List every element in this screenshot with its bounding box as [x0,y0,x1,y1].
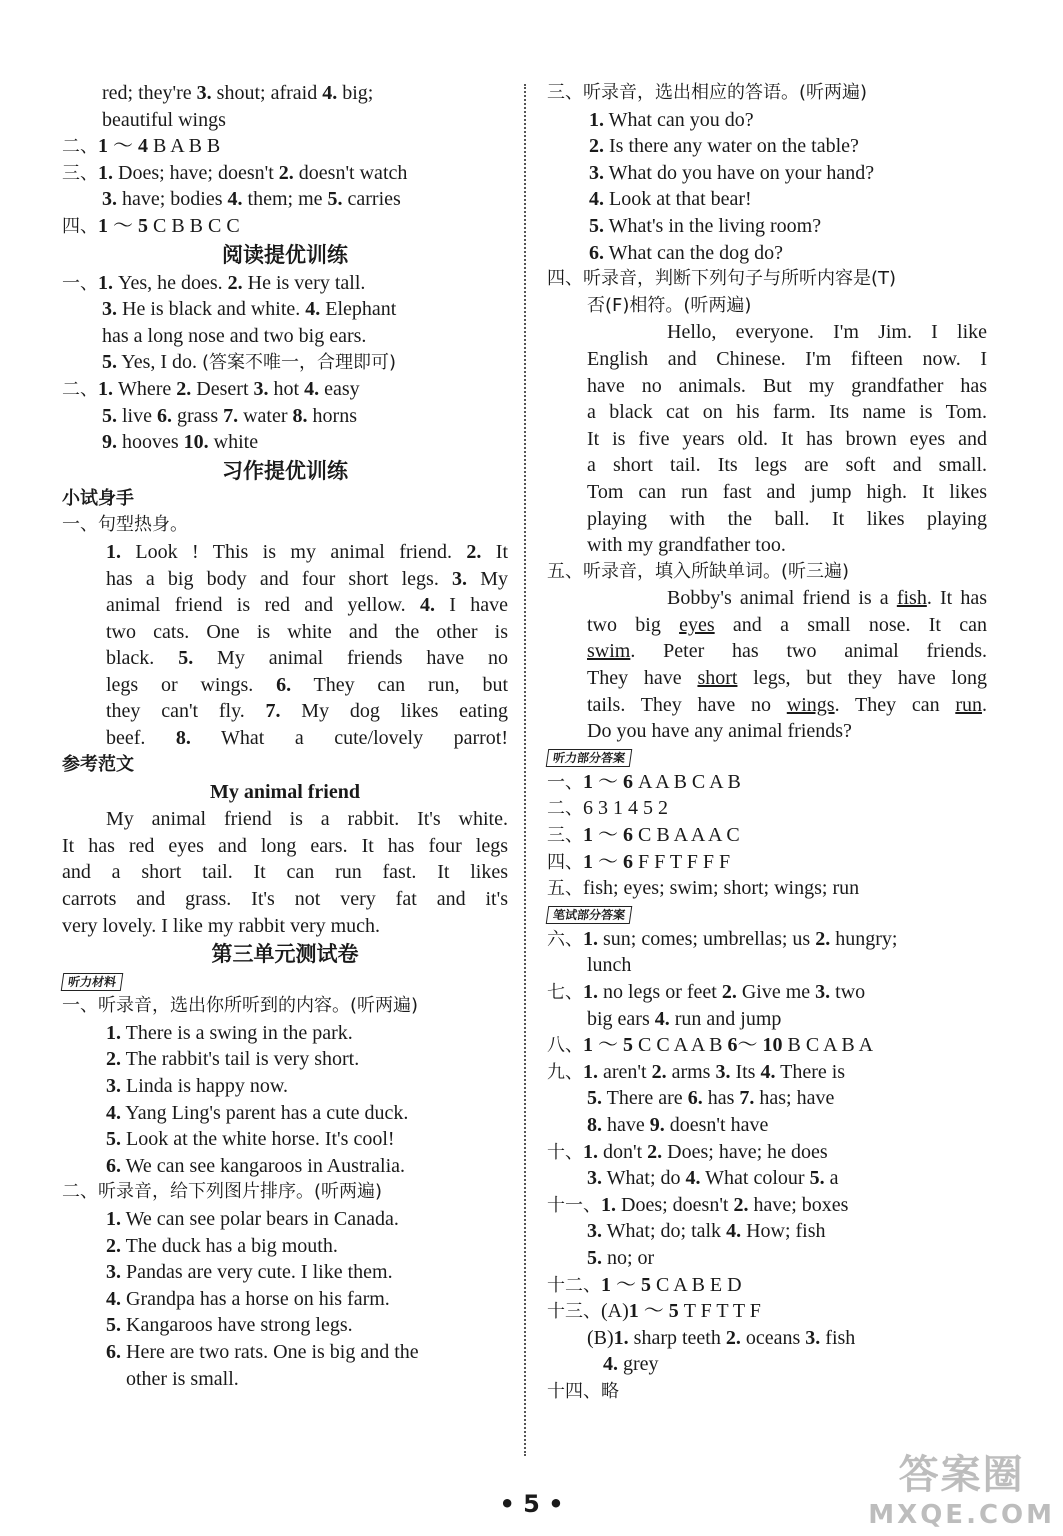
warmup-sentences [62,539,508,752]
written-answers-tag: 笔试部分答案 [546,906,633,924]
text-line: My animal friend is a rabbit. It's white. [106,808,508,831]
text-line: 2. The duck has a big mouth. [106,1234,338,1257]
text-line: 5. There are 6. has 7. has; have [587,1087,835,1110]
question-2-heading: 二、听录音，给下列图片排序。(听两遍) [62,1181,383,1203]
text-line: 6. Here are two rats. One is big and the [106,1340,419,1363]
written-answers [547,926,987,1405]
text-line: 1. There is a swing in the park. [106,1021,353,1044]
text-line: It is five years old. It has brown eyes and [587,427,987,450]
text-line: Hello, everyone. I'm Jim. I like [667,321,987,344]
text-line: legs or wings. 6. They can run, but [106,673,508,696]
listening-material-tag: 听力材料 [61,973,124,991]
unit-test-title: 第三单元测试卷 [211,942,359,967]
question-5-heading: 五、听录音，填入所缺单词。(听三遍) [547,560,850,582]
text-line: 十四、略 [547,1380,619,1402]
text-line: 八、1 ～ 5 C C A A B 6～ 10 B C A B A [547,1034,874,1057]
text-line: 四、1 ～ 6 F F T F F F [547,850,731,873]
text-line: 5. Yes, I do. (答案不唯一，合理即可) [102,351,397,374]
watermark-url: MXQE.COM [868,1500,1055,1530]
text-line: 三、1 ～ 6 C B A A A C [547,824,740,847]
text-line: playing with the ball. It likes playing [587,507,987,530]
page-number: • 5 • [499,1490,564,1518]
text-line: 十二、1 ～ 5 C A B E D [547,1273,742,1296]
text-line: (B)1. sharp teeth 2. oceans 3. fish [587,1326,856,1349]
text-line: 4. Grandpa has a horse on his farm. [106,1287,390,1310]
text-line: 6. What can the dog do? [589,241,784,264]
sample-essay [62,806,508,939]
text-line: and a short tail. It can run fast. It likes [62,861,508,884]
right-column [547,80,987,1405]
text-line: two big eyes and a small nose. It can [587,613,987,636]
reading-section-title: 阅读提优训练 [222,242,348,267]
question-1-items [62,1020,508,1180]
text-line: tails. They have no wings. They can run. [587,693,987,716]
watermark-logo [868,1443,1055,1530]
text-line: they can't fly. 7. My dog likes eating [106,700,508,723]
question-1-heading: 一、听录音，选出你所听到的内容。(听两遍) [62,995,419,1017]
text-line: 9. hooves 10. white [102,431,259,454]
text-line: Tom can run fast and jump high. It likes [587,480,987,503]
text-line: very lovely. I like my rabbit very much. [62,914,381,937]
text-line: 六、1. sun; comes; umbrellas; us 2. hungry; [547,927,898,950]
text-line: with my grandfather too. [587,534,786,557]
text-line: 五、fish; eyes; swim; short; wings; run [547,877,860,900]
text-line: other is small. [126,1367,239,1390]
text-line: 5. Look at the white horse. It's cool! [106,1128,395,1151]
text-line: 七、1. no legs or feet 2. Give me 3. two [547,981,866,1003]
text-line: 5. no; or [587,1246,655,1269]
reading-answers [62,270,508,456]
text-line: black. 5. My animal friends have no [106,647,509,670]
answers-previous-section [62,80,508,240]
warmup-subheading: 一、句型热身。 [62,514,188,536]
text-line: 一、1 ～ 6 A A B C A B [547,770,741,793]
text-line: English and Chinese. I'm fifteen now. I [587,347,987,370]
text-line: beautiful wings [102,108,226,131]
text-line: 5. What's in the living room? [589,214,822,237]
text-line: 十、1. don't 2. Does; have; he does [547,1140,828,1163]
text-line: 二、1. Where 2. Desert 3. hot 4. easy [62,377,360,400]
text-line: carrots and grass. It's not very fat and it's [62,888,508,911]
text-line: big ears 4. run and jump [587,1007,782,1030]
writing-section-title: 习作提优训练 [222,458,348,483]
text-line: 3. Linda is happy now. [106,1075,289,1097]
text-line: 3. What do you have on your hand? [589,161,875,184]
text-line: 3. What; do 4. What colour 5. a [587,1167,839,1190]
question-2-items [62,1206,508,1392]
text-line: 4. Yang Ling's parent has a cute duck. [106,1101,409,1124]
question-4-passage [547,319,987,558]
question-3-heading: 三、听录音，选出相应的答语。(听两遍) [547,82,868,103]
text-line: 四、1 ～ 5 C B B C C [62,214,240,237]
text-line: 3. What; do; talk 4. How; fish [587,1220,826,1243]
text-line: has a big body and four short legs. 3. My [106,567,508,590]
text-line: 十三、(A)1 ～ 5 T F T T F [547,1300,761,1323]
text-line: 二、1 ～ 4 B A B B [62,135,221,158]
question-4-heading-line1: 四、听录音，判断下列句子与所听内容是(T) [547,268,897,290]
text-line: a black cat on his farm. Its name is Tom. [587,401,987,424]
text-line: lunch [587,954,632,977]
listening-answers [547,769,987,902]
text-line: 4. grey [603,1353,659,1376]
text-line: 5. Kangaroos have strong legs. [106,1314,353,1337]
text-line: 2. The rabbit's tail is very short. [106,1048,360,1071]
text-line: 5. live 6. grass 7. water 8. horns [102,404,357,427]
text-line: 3. Pandas are very cute. I like them. [106,1261,393,1284]
essay-title: My animal friend [210,781,360,804]
listening-answers-tag: 听力部分答案 [546,749,633,767]
text-line: 十一、1. Does; doesn't 2. have; boxes [547,1193,849,1216]
text-line: 1. What can you do? [589,108,754,131]
question-4-heading-line2: 否(F)相符。(听两遍) [587,294,752,316]
question-3-items [547,107,987,267]
question-5-passage [547,585,987,745]
text-line: have no animals. But my grandfather has [587,374,987,397]
watermark-text: 答案圈 [898,1452,1025,1498]
sample-essay-label: 参考范文 [62,753,134,775]
text-line: 6. We can see kangaroos in Australia. [106,1154,406,1177]
text-line: 三、1. Does; have; doesn't 2. doesn't watch [62,161,408,184]
text-line: Bobby's animal friend is a fish. It has [667,587,987,610]
column-divider [524,84,526,1456]
text-line: has a long nose and two big ears. [102,324,367,347]
text-line: Do you have any animal friends? [587,720,852,743]
text-line: 一、1. Yes, he does. 2. He is very tall. [62,271,366,294]
text-line: 2. Is there any water on the table? [589,135,859,158]
text-line: 8. have 9. doesn't have [587,1113,769,1136]
text-line: 1. We can see polar bears in Canada. [106,1207,399,1230]
text-line: animal friend is red and yellow. 4. I have [106,594,508,617]
warmup-label: 小试身手 [62,487,134,509]
text-line: red; they're 3. shout; afraid 4. big; [102,82,374,104]
text-line: 3. He is black and white. 4. Elephant [102,298,397,321]
text-line: 二、6 3 1 4 5 2 [547,797,668,820]
text-line: It has red eyes and long ears. It has four legs [62,834,508,857]
text-line: 3. have; bodies 4. them; me 5. carries [102,188,401,211]
text-line: 1. Look ! This is my animal friend. 2. It [106,540,508,563]
left-column [62,80,508,1392]
text-line: They have short legs, but they have long [587,667,987,690]
text-line: two cats. One is white and the other is [106,620,508,643]
text-line: a short tail. Its legs are soft and small. [587,454,987,477]
text-line: swim. Peter has two animal friends. [587,640,987,663]
text-line: beef. 8. What a cute/lovely parrot! [106,727,508,750]
text-line: 4. Look at that bear! [589,188,752,211]
text-line: 九、1. aren't 2. arms 3. Its 4. There is [547,1060,846,1083]
